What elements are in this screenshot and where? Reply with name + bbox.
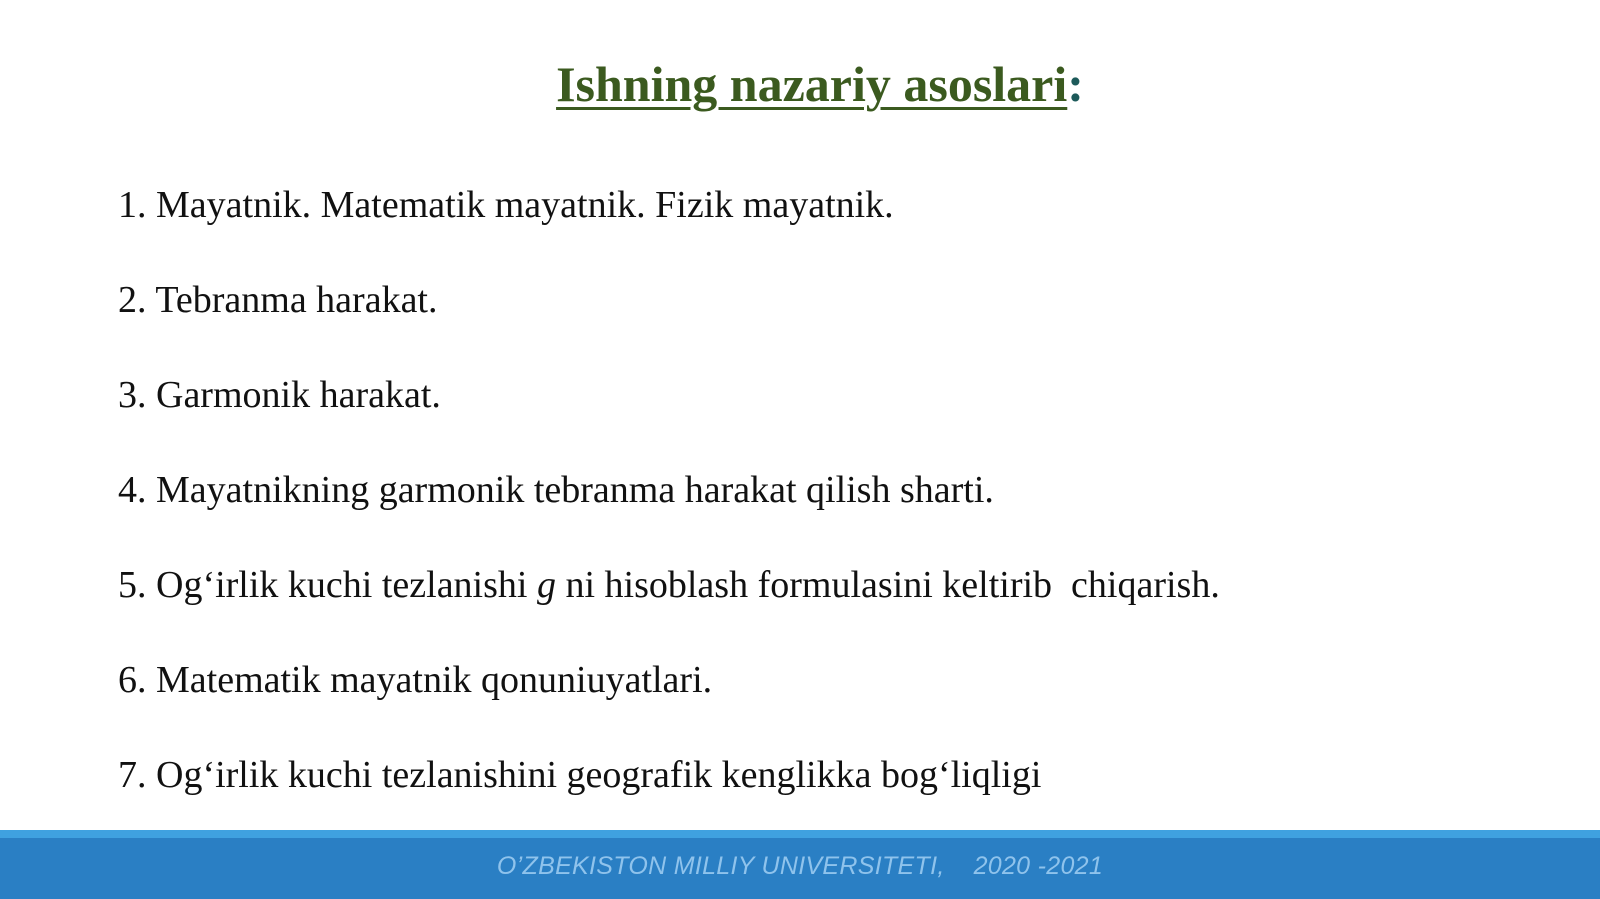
list-item: 7. Og‘irlik kuchi tezlanishini geografik kenglikka bog‘liqligi	[118, 754, 1042, 796]
slide-title-colon: :	[1067, 56, 1084, 112]
list-item: 1. Mayatnik. Matematik mayatnik. Fizik mayatnik.	[118, 184, 894, 226]
footer-bar	[0, 830, 1600, 899]
list-item: 4. Mayatnikning garmonik tebranma harakat qilish sharti.	[118, 469, 994, 511]
list-item: 2. Tebranma harakat.	[118, 279, 438, 321]
list-item	[118, 561, 1220, 656]
list-item-text: 5. Og‘irlik kuchi tezlanishi	[118, 564, 537, 606]
slide-title	[0, 52, 1600, 116]
topic-list	[118, 181, 1220, 846]
list-item-text: ni hisoblash formulasini keltirib chiqarish.	[555, 564, 1220, 606]
slide-title-text: Ishning nazariy asoslari	[556, 56, 1068, 112]
gravity-symbol: g	[536, 564, 556, 606]
footer-text: O’ZBEKISTON MILLIY UNIVERSITETI, 2020 -2021	[496, 852, 1104, 880]
list-item: 6. Matematik mayatnik qonuniuyatlari.	[118, 659, 713, 701]
list-item: 3. Garmonik harakat.	[118, 374, 441, 416]
